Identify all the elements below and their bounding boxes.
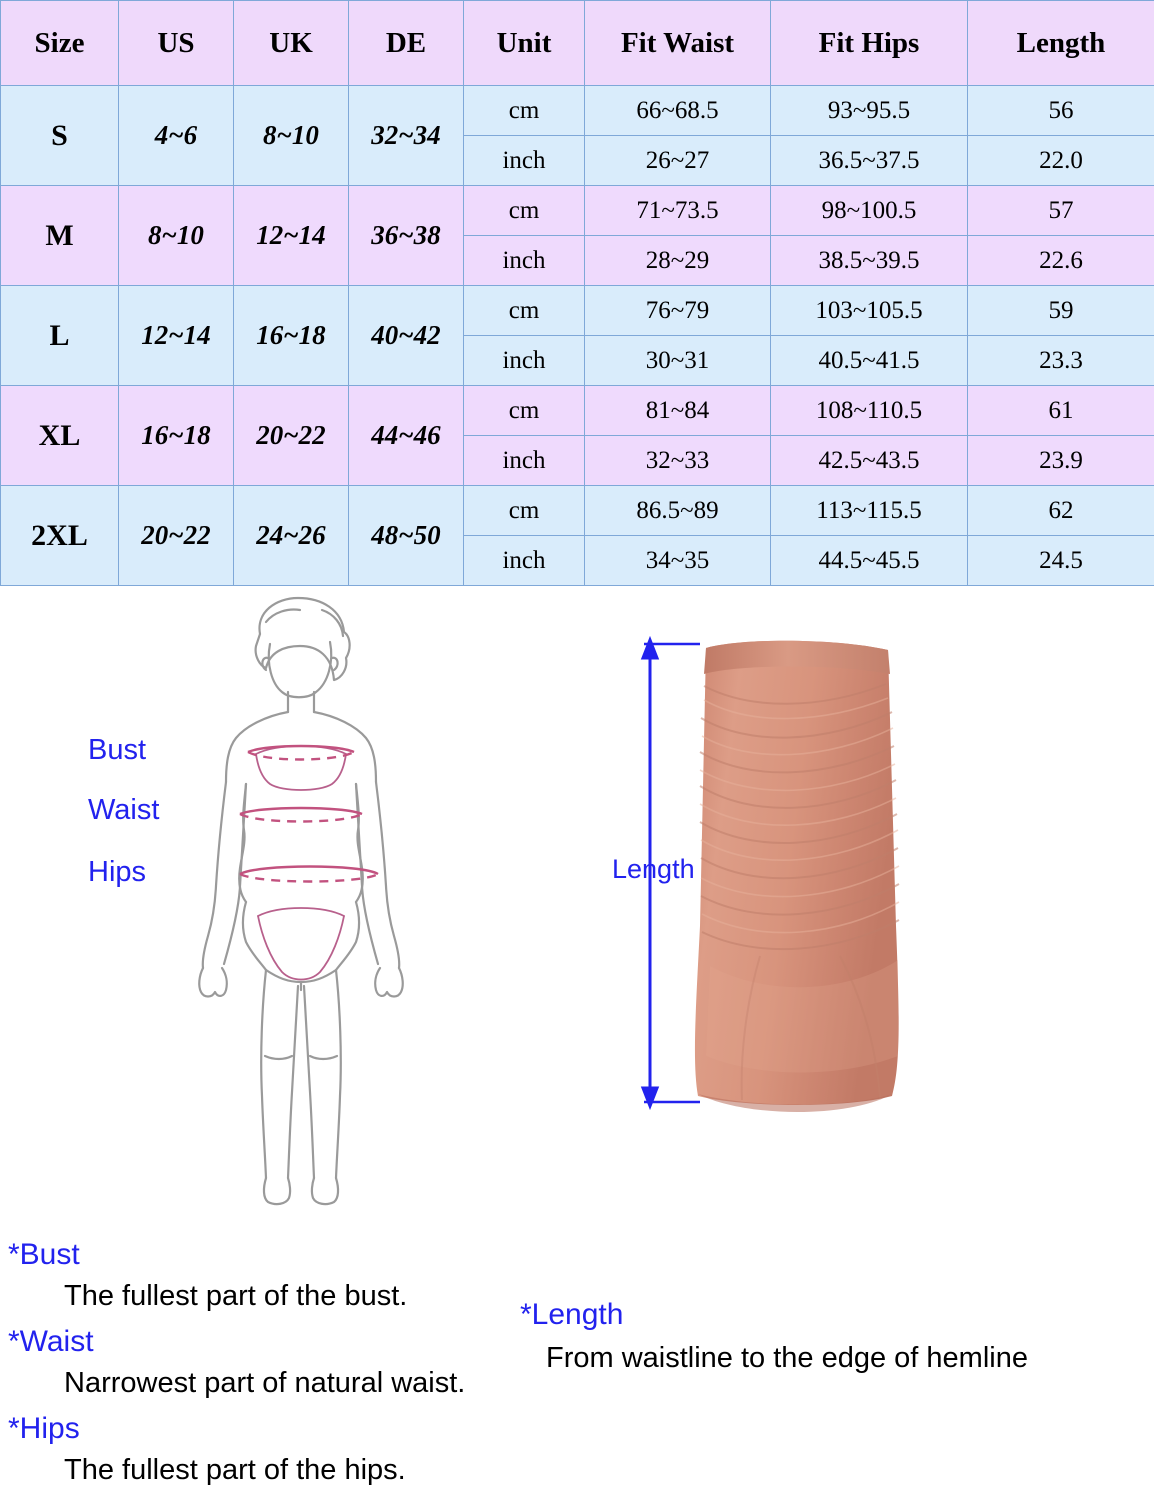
cell-length: 24.5 — [968, 536, 1154, 586]
cell-hips: 42.5~43.5 — [771, 436, 968, 486]
cell-us: 12~14 — [119, 286, 234, 386]
cell-unit: inch — [464, 236, 585, 286]
cell-length: 23.9 — [968, 436, 1154, 486]
note-text-hips: The fullest part of the hips. — [64, 1454, 528, 1487]
note-title-length: *Length — [520, 1298, 1140, 1332]
note-title-waist: *Waist — [8, 1325, 528, 1359]
column-header-de: DE — [349, 1, 464, 86]
note-title-hips: *Hips — [8, 1412, 528, 1446]
table-header-row — [1, 1, 1154, 86]
note-text-bust: The fullest part of the bust. — [64, 1280, 528, 1313]
table-row — [1, 486, 1154, 536]
cell-unit: inch — [464, 336, 585, 386]
cell-length: 61 — [968, 386, 1154, 436]
cell-hips: 93~95.5 — [771, 86, 968, 136]
cell-us: 20~22 — [119, 486, 234, 586]
cell-us: 8~10 — [119, 186, 234, 286]
note-text-waist: Narrowest part of natural waist. — [64, 1367, 528, 1400]
cell-de: 40~42 — [349, 286, 464, 386]
cell-uk: 8~10 — [234, 86, 349, 186]
waist-measure-line — [240, 808, 362, 814]
cell-waist: 26~27 — [585, 136, 771, 186]
cell-length: 57 — [968, 186, 1154, 236]
cell-hips: 108~110.5 — [771, 386, 968, 436]
cell-waist: 86.5~89 — [585, 486, 771, 536]
cell-length: 22.6 — [968, 236, 1154, 286]
cell-us: 16~18 — [119, 386, 234, 486]
cell-unit: cm — [464, 286, 585, 336]
cell-waist: 34~35 — [585, 536, 771, 586]
cell-unit: cm — [464, 86, 585, 136]
bust-label: Bust — [88, 734, 146, 767]
cell-length: 23.3 — [968, 336, 1154, 386]
column-header-fit-hips: Fit Hips — [771, 1, 968, 86]
cell-size: M — [1, 186, 119, 286]
cell-size: L — [1, 286, 119, 386]
cell-us: 4~6 — [119, 86, 234, 186]
cell-unit: inch — [464, 136, 585, 186]
cell-uk: 16~18 — [234, 286, 349, 386]
cell-de: 48~50 — [349, 486, 464, 586]
cell-unit: cm — [464, 486, 585, 536]
table-row — [1, 86, 1154, 136]
cell-de: 32~34 — [349, 86, 464, 186]
cell-de: 36~38 — [349, 186, 464, 286]
measurement-notes-left — [8, 1226, 528, 1487]
cell-hips: 36.5~37.5 — [771, 136, 968, 186]
cell-length: 62 — [968, 486, 1154, 536]
cell-hips: 38.5~39.5 — [771, 236, 968, 286]
female-body-illustration — [60, 586, 540, 1226]
skirt-length-label: Length — [612, 854, 695, 885]
table-row — [1, 286, 1154, 336]
column-header-unit: Unit — [464, 1, 585, 86]
cell-uk: 12~14 — [234, 186, 349, 286]
cell-hips: 44.5~45.5 — [771, 536, 968, 586]
cell-length: 22.0 — [968, 136, 1154, 186]
cell-uk: 24~26 — [234, 486, 349, 586]
cell-waist: 81~84 — [585, 386, 771, 436]
measurement-notes-right — [520, 1286, 1140, 1375]
cell-waist: 66~68.5 — [585, 86, 771, 136]
cell-waist: 71~73.5 — [585, 186, 771, 236]
measurement-guide-section — [0, 586, 1154, 1506]
cell-unit: cm — [464, 186, 585, 236]
cell-unit: inch — [464, 436, 585, 486]
cell-hips: 98~100.5 — [771, 186, 968, 236]
cell-uk: 20~22 — [234, 386, 349, 486]
cell-length: 56 — [968, 86, 1154, 136]
cell-hips: 40.5~41.5 — [771, 336, 968, 386]
waist-label: Waist — [88, 794, 159, 827]
column-header-us: US — [119, 1, 234, 86]
column-header-size: Size — [1, 1, 119, 86]
cell-waist: 76~79 — [585, 286, 771, 336]
cell-hips: 113~115.5 — [771, 486, 968, 536]
table-row — [1, 186, 1154, 236]
cell-size: S — [1, 86, 119, 186]
cell-waist: 28~29 — [585, 236, 771, 286]
cell-de: 44~46 — [349, 386, 464, 486]
skirt-diagram — [600, 626, 1120, 1146]
cell-waist: 30~31 — [585, 336, 771, 386]
cell-unit: inch — [464, 536, 585, 586]
column-header-fit-waist: Fit Waist — [585, 1, 771, 86]
size-chart-table — [0, 0, 1154, 586]
cell-size: 2XL — [1, 486, 119, 586]
column-header-uk: UK — [234, 1, 349, 86]
hips-label: Hips — [88, 856, 146, 889]
cell-waist: 32~33 — [585, 436, 771, 486]
cell-length: 59 — [968, 286, 1154, 336]
body-figure-diagram — [60, 586, 540, 1226]
note-text-length: From waistline to the edge of hemline — [546, 1342, 1140, 1375]
cell-size: XL — [1, 386, 119, 486]
cell-hips: 103~105.5 — [771, 286, 968, 336]
table-row — [1, 386, 1154, 436]
hips-measure-line — [240, 867, 378, 875]
column-header-length: Length — [968, 1, 1154, 86]
note-title-bust: *Bust — [8, 1238, 528, 1272]
skirt-illustration — [600, 626, 1120, 1146]
cell-unit: cm — [464, 386, 585, 436]
